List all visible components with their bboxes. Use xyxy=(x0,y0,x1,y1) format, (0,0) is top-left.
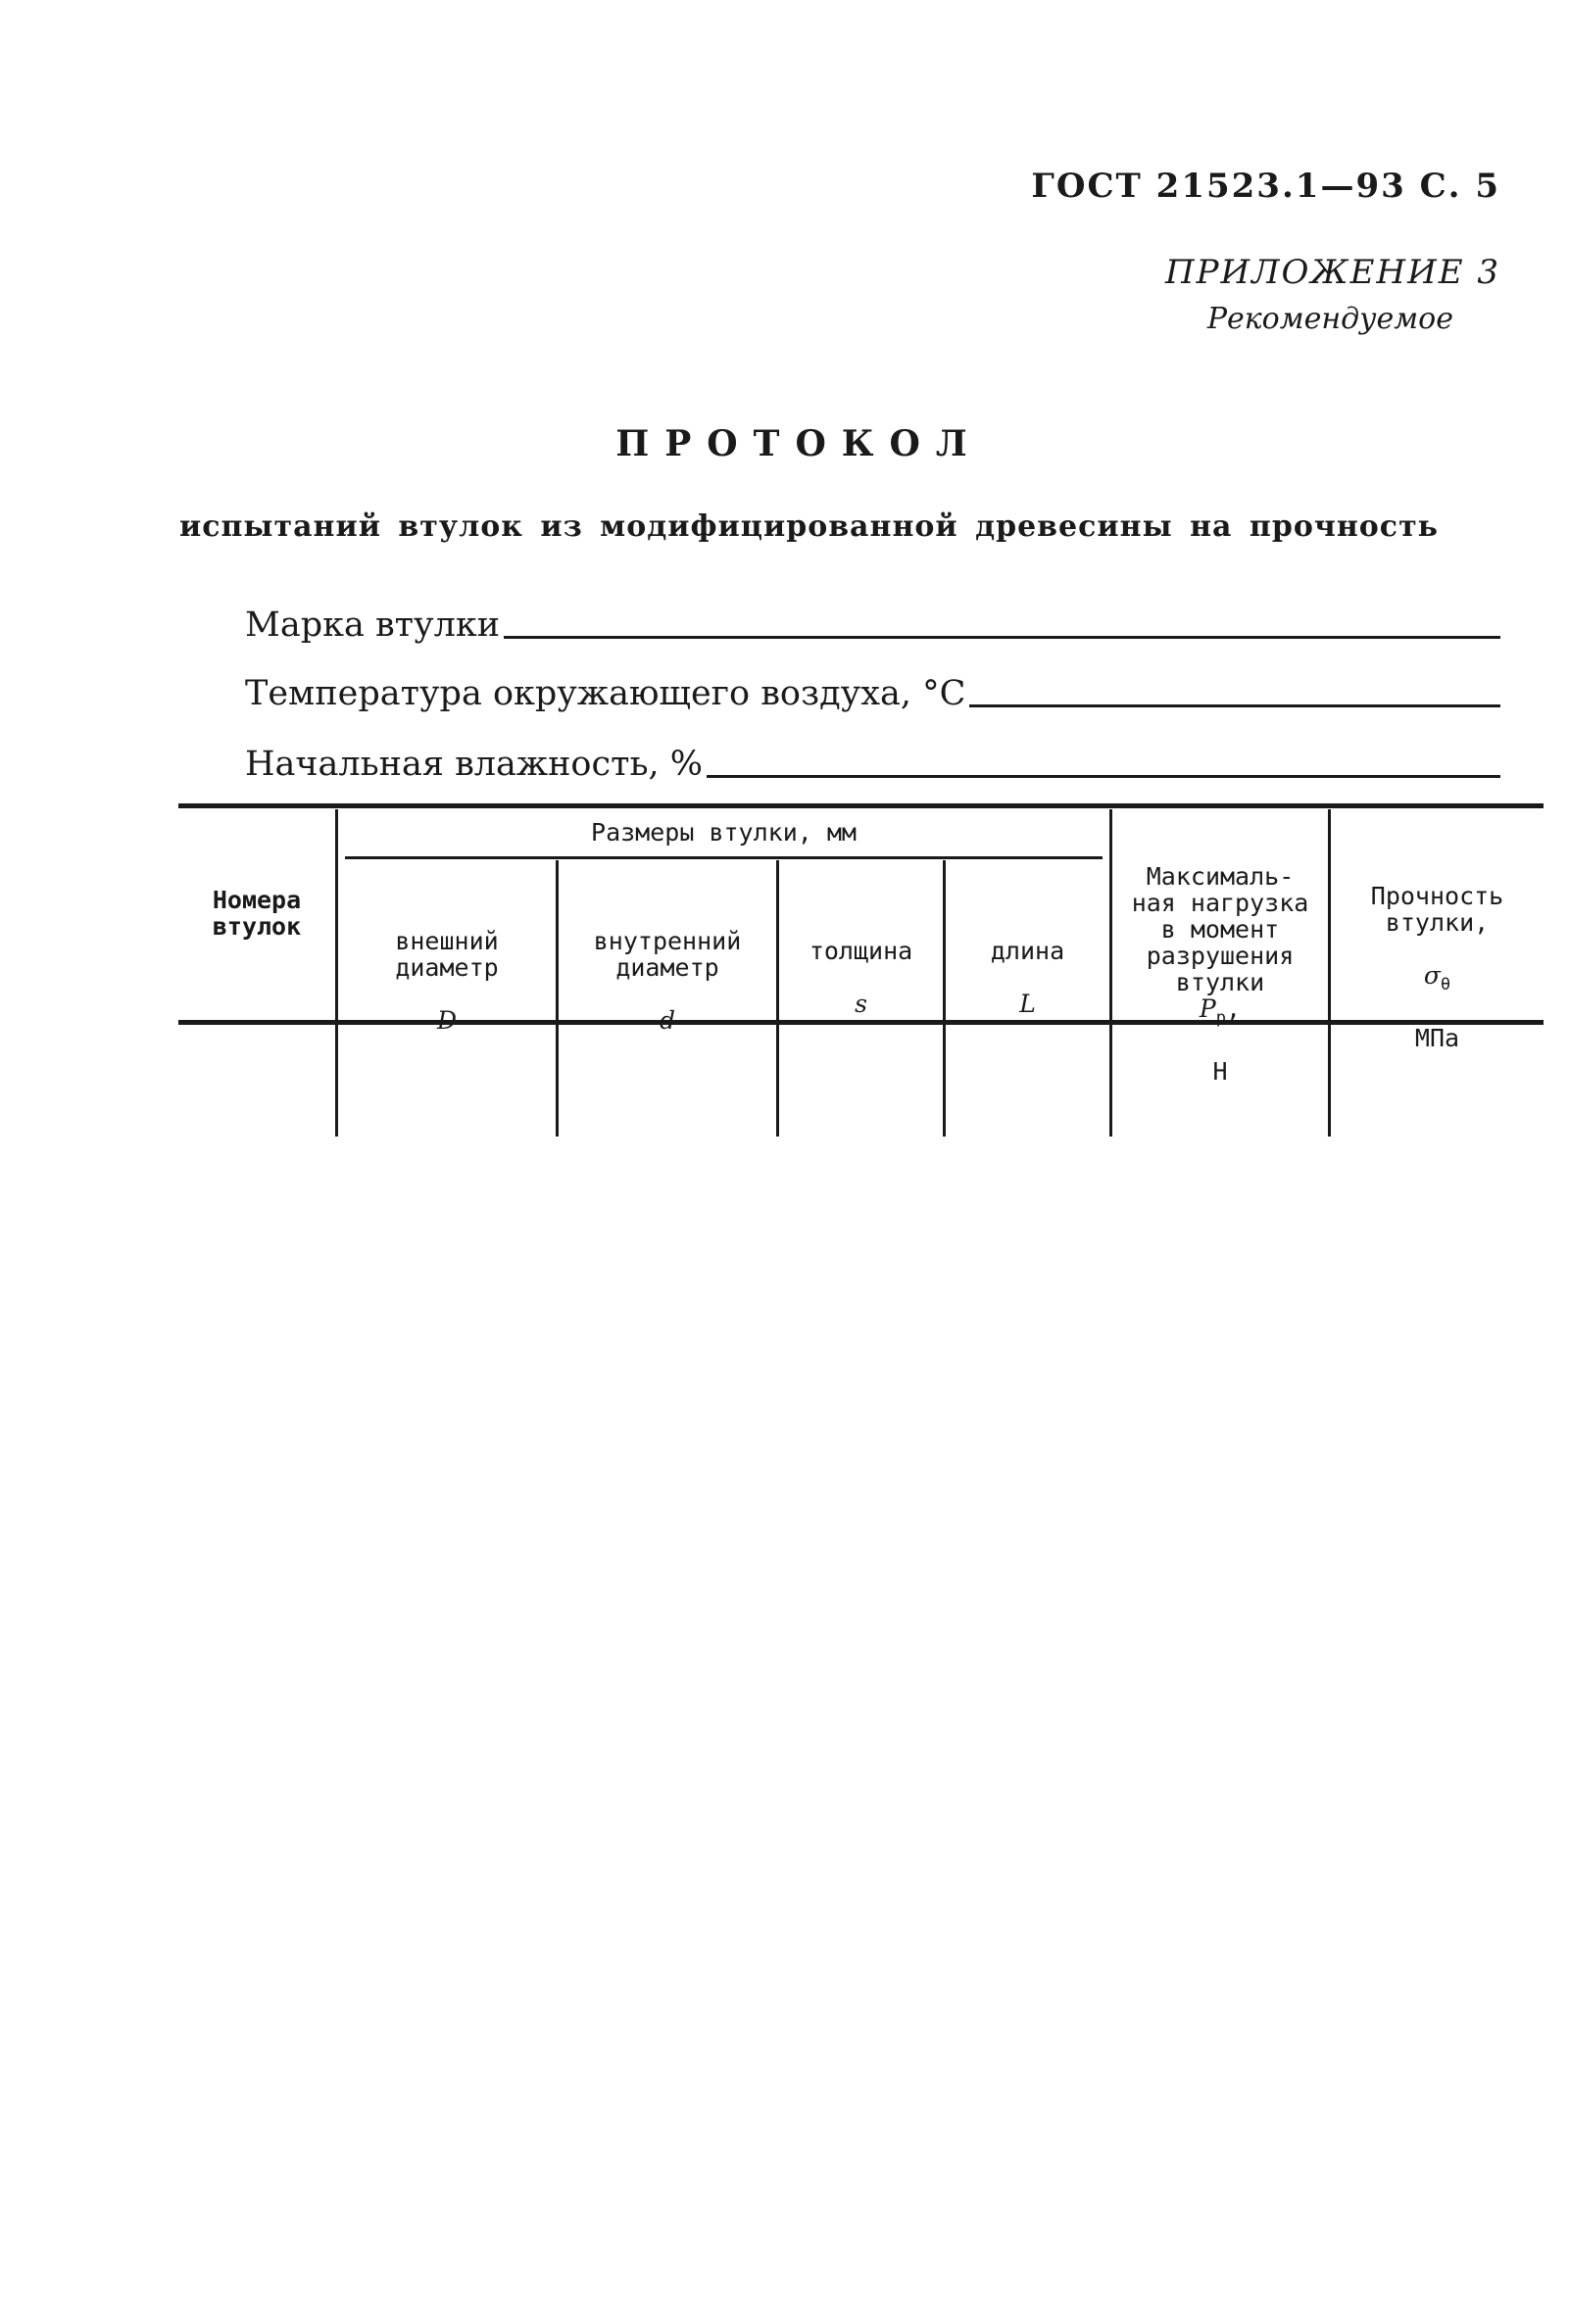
strength-label: Прочность втулки, xyxy=(1370,882,1504,937)
sleeve-grade-line[interactable] xyxy=(504,635,1500,639)
sleeve-grade-field[interactable] xyxy=(245,594,1500,643)
air-temperature-line[interactable] xyxy=(969,703,1500,707)
max-load-label: Максималь- ная нагрузка в момент разрушения втулки xyxy=(1131,862,1309,996)
max-load-unit: Н xyxy=(1212,1057,1228,1086)
strength-subscript: θ xyxy=(1440,975,1451,994)
table-top-rule xyxy=(178,803,1544,808)
appendix-status: Рекомендуемое xyxy=(1206,302,1453,336)
inner-diameter-label: внутренний диаметр xyxy=(593,927,742,982)
header-thickness xyxy=(779,911,943,1017)
thickness-label: толщина xyxy=(809,937,913,965)
initial-humidity-label: Начальная влажность, % xyxy=(245,745,704,784)
test-protocol-table xyxy=(178,796,1544,1143)
document-header: ГОСТ 21523.1—93 С. 5 xyxy=(1031,167,1500,206)
air-temperature-field[interactable] xyxy=(245,662,1500,711)
air-temperature-label: Температура окружающего воздуха, °С xyxy=(245,674,966,713)
header-sleeve-numbers: Номера втулок xyxy=(212,886,302,941)
max-load-symbol: P xyxy=(1199,994,1216,1023)
initial-humidity-line[interactable] xyxy=(707,774,1500,778)
inner-diameter-symbol: d xyxy=(659,1006,675,1035)
page-title: ПРОТОКОЛ xyxy=(615,423,983,464)
appendix-label: ПРИЛОЖЕНИЕ 3 xyxy=(1164,253,1500,292)
header-max-load: Максималь- ная нагрузка в момент разрушения втулки $P_р$, Н xyxy=(1131,862,1309,1086)
sleeve-grade-label: Марка втулки xyxy=(245,605,501,645)
header-strength xyxy=(1331,856,1544,1051)
header-inner-diameter xyxy=(559,901,776,1034)
max-load-subscript: р xyxy=(1215,1008,1226,1028)
length-symbol: L xyxy=(1019,990,1036,1018)
length-label: длина xyxy=(990,937,1065,965)
outer-diameter-label: внешний диаметр xyxy=(395,927,499,982)
initial-humidity-field[interactable] xyxy=(245,733,1500,782)
header-length xyxy=(946,911,1109,1017)
header-dimensions-group: Размеры втулки, мм xyxy=(591,818,857,847)
thickness-symbol: s xyxy=(855,990,867,1018)
strength-symbol: σ xyxy=(1423,961,1441,990)
page-subtitle: испытаний втулок из модифицированной древесины на прочность xyxy=(178,509,1440,544)
strength-unit: МПа xyxy=(1414,1024,1460,1052)
outer-diameter-symbol: D xyxy=(436,1006,458,1035)
header-outer-diameter xyxy=(338,901,556,1034)
dimensions-group-rule xyxy=(345,856,1103,859)
